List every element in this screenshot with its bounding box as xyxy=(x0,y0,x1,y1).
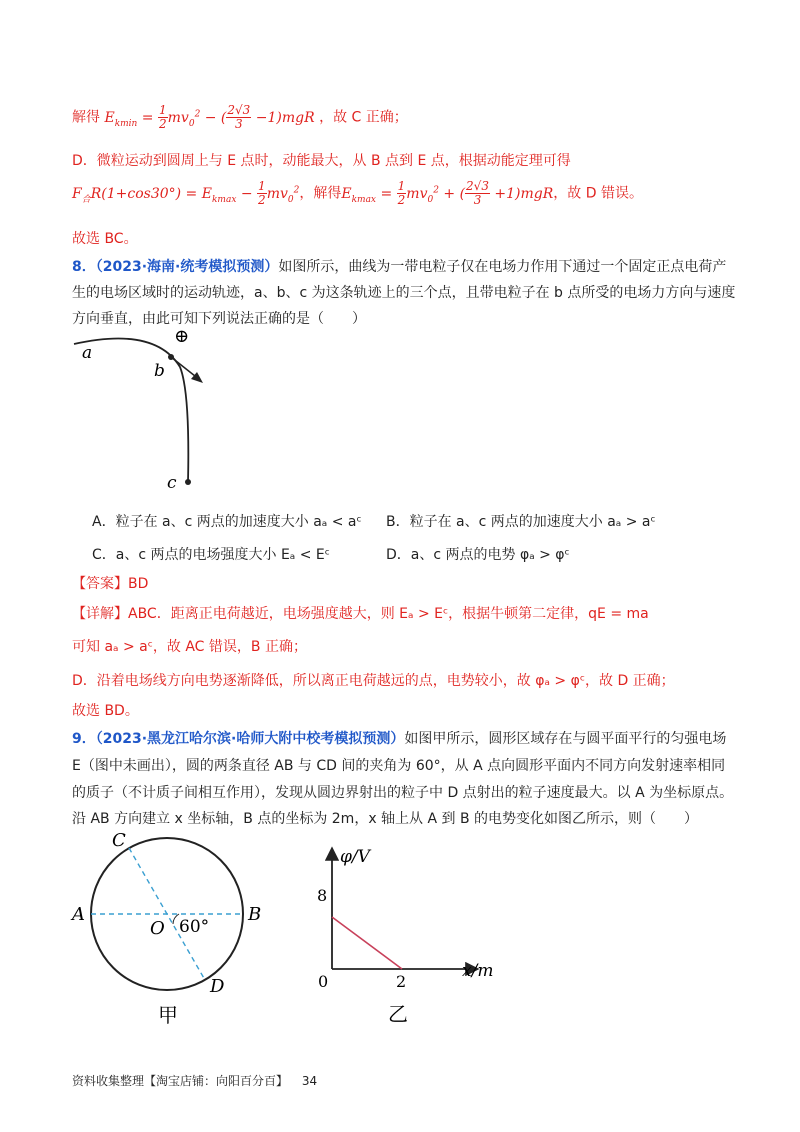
prev-line1-prefix: 解得 xyxy=(72,109,100,126)
q8-text-line3: 方向垂直，由此可知下列说法正确的是（ ） xyxy=(72,311,366,327)
q8-detail-line2: 可知 aₐ > aᶜ，故 AC 错误，B 正确； xyxy=(72,639,307,655)
q9-circle-figure xyxy=(70,828,280,1028)
q8-source: （2023·海南·统考模拟预测） xyxy=(95,259,279,275)
positive-charge-icon: ⊕ xyxy=(174,326,190,347)
q9-number: 9． xyxy=(72,731,96,747)
q8-detail-line1: 【详解】ABC．距离正电荷越近，电场强度越大，则 Eₐ > Eᶜ，根据牛顿第二定律，qE = ma xyxy=(72,606,649,622)
label-A: A xyxy=(72,904,85,925)
q9-text-line4: 沿 AB 方向建立 x 坐标轴，B 点的坐标为 2m，x 轴上从 A 到 B 的电势变化如图乙所示，则（ ） xyxy=(72,811,699,827)
q8-detail-line3: D．沿着电场线方向电势逐渐降低，所以离正电荷越远的点，电势较小，故 φₐ > φᶜ，故 D 正确； xyxy=(72,673,675,689)
potential-line xyxy=(332,917,402,969)
prev-line3-suffix: ，故 D 错误。 xyxy=(553,185,643,202)
y-tick-label: 8 xyxy=(317,886,328,905)
q8-number: 8． xyxy=(72,259,96,275)
q8-trajectory-figure xyxy=(60,322,240,494)
label-angle: 60° xyxy=(179,917,210,937)
q8-option-a[interactable]: A．粒子在 a、c 两点的加速度大小 aₐ < aᶜ xyxy=(92,514,362,530)
q8-option-b[interactable]: B．粒子在 a、c 两点的加速度大小 aₐ > aᶜ xyxy=(386,514,656,530)
formula-ekmin: $E_{kmin}$ = $\frac{1}{2}$ $mv_0^2$ − ( $\frac{2√3}{3}$ −1)mgR xyxy=(104,103,315,131)
label-a: a xyxy=(82,343,93,363)
label-C: C xyxy=(112,830,126,851)
formula-energy-theorem: $F_合R(1+\cos 30^\circ) = E_{kmax}$ − $\frac{1}{2}$ $mv_0^2$ xyxy=(72,179,300,207)
q8-answer: 【答案】BD xyxy=(72,576,149,592)
caption-jia: 甲 xyxy=(158,1003,178,1027)
q8-option-d[interactable]: D．a、c 两点的电势 φₐ > φᶜ xyxy=(386,547,570,563)
y-axis-label: φ/V xyxy=(340,847,370,867)
prev-line3-mid: ，解得 xyxy=(299,185,342,202)
prev-line1-suffix: ，故 C 正确； xyxy=(319,109,408,126)
origin-label: 0 xyxy=(318,972,329,991)
prev-solution-line1 xyxy=(72,104,408,131)
prev-solution-line3 xyxy=(72,180,643,207)
label-b: b xyxy=(154,361,165,381)
footer xyxy=(72,1072,317,1089)
footer-text: 资料收集整理【淘宝店铺：向阳百分百】 xyxy=(72,1074,289,1088)
label-D: D xyxy=(210,976,225,997)
q9-source: （2023·黑龙江哈尔滨·哈师大附中校考模拟预测） xyxy=(95,731,405,747)
label-B: B xyxy=(248,904,262,925)
label-O: O xyxy=(150,918,165,939)
q9-text-line2: E（图中未画出），圆的两条直径 AB 与 CD 间的夹角为 60°，从 A 点向圆形平面内不同方向发射速率相同 xyxy=(72,758,726,774)
q8-text-line2: 生的电场区域时的运动轨迹，a、b、c 为这条轨迹上的三个点，且带电粒子在 b 点所受的电场力方向与速度 xyxy=(72,285,736,301)
point-c-dot xyxy=(185,479,191,485)
prev-solution-line4: 故选 BC。 xyxy=(72,231,138,247)
q9-text-line3: 的质子（不计质子间相互作用），发现从圆边界射出的粒子中 D 点射出的粒子速度最大。以 A 为坐标原点。 xyxy=(72,785,734,801)
formula-ekmax: $E_{kmax}$ = $\frac{1}{2}$ $mv_0^2$ + ( $\frac{2√3}{3}$ +1)mgR xyxy=(341,179,554,207)
caption-yi: 乙 xyxy=(388,1002,408,1026)
x-axis-label: x/m xyxy=(462,961,494,981)
q9-potential-chart xyxy=(300,836,510,1028)
q8-option-c[interactable]: C．a、c 两点的电场强度大小 Eₐ < Eᶜ xyxy=(92,547,330,563)
x-tick-label: 2 xyxy=(396,972,407,991)
q8-detail-line4: 故选 BD。 xyxy=(72,703,139,719)
label-c: c xyxy=(167,473,177,493)
q9-line1 xyxy=(72,728,726,748)
q8-line1 xyxy=(72,256,726,276)
q8-text-line1: 如图所示，曲线为一带电粒子仅在电场力作用下通过一个固定正点电荷产 xyxy=(278,259,727,275)
q9-text-line1: 如图甲所示，圆形区域存在与圆平面平行的匀强电场 xyxy=(404,731,727,747)
prev-solution-line2: D．微粒运动到圆周上与 E 点时，动能最大，从 B 点到 E 点，根据动能定理可得 xyxy=(72,153,571,169)
page-number: 34 xyxy=(301,1074,318,1088)
